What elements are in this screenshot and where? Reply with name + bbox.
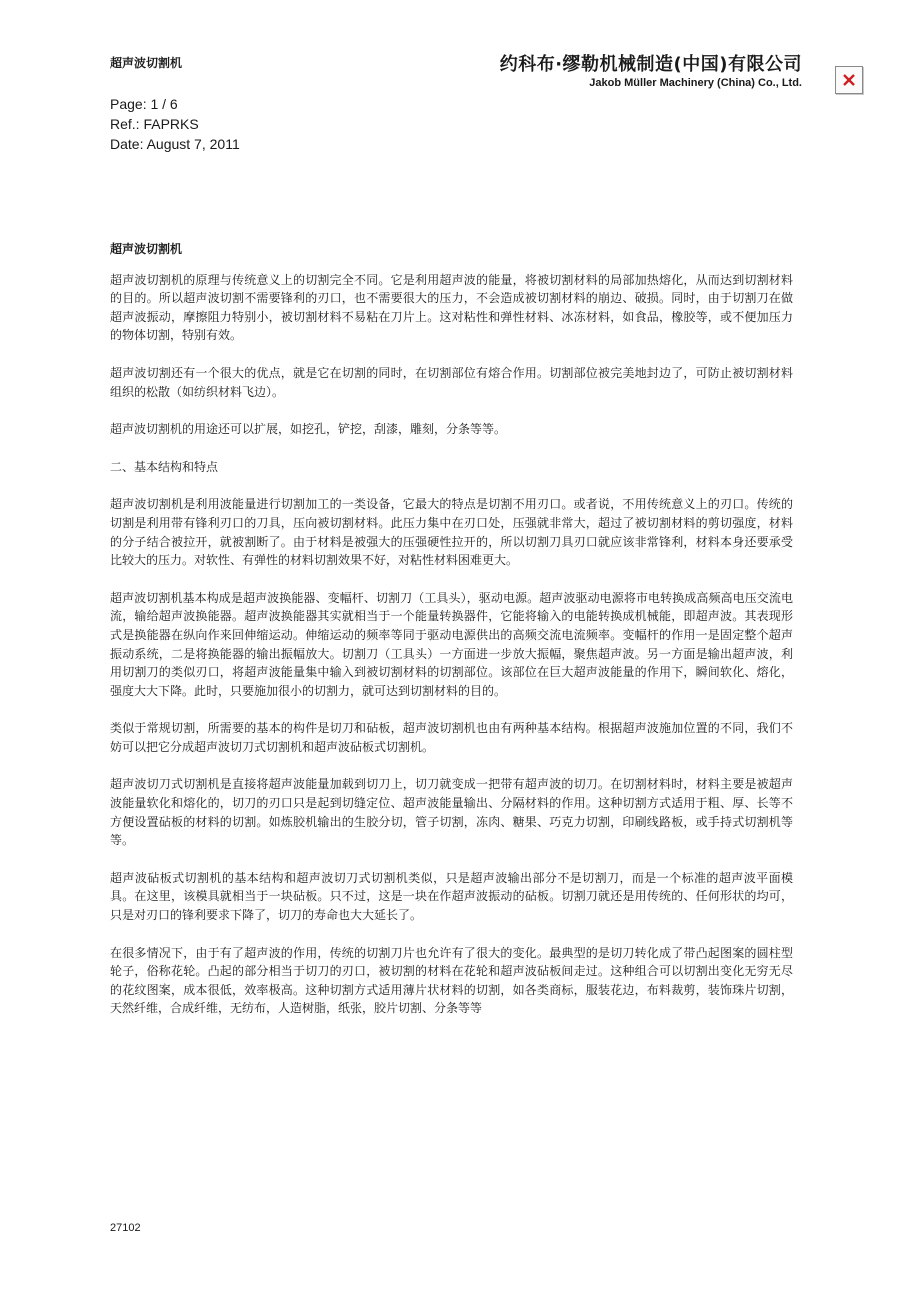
footer-code: 27102 xyxy=(110,1222,141,1234)
document-date: Date: August 7, 2011 xyxy=(110,136,240,152)
section-title: 超声波切割机 xyxy=(110,242,183,256)
paragraph-components: 超声波切割机基本构成是超声波换能器、变幅杆、切割刀（工具头），驱动电源。超声波驱动电源将市电转换成高频高电压交流电流，输给超声波换能器。超声波换能器其实就相当于一个能量转换器件，它能将输入的电能转换成机械能，即超声波。其表现形式是换能器在纵向作来回伸缩运动。伸缩运动的频率等同于驱动电源供出的高频交流电流频率。变幅杆的作用一是固定整个超声振动系统，二是将换能器的输出振幅放大。切割刀（工具头）一方面进一步放大振幅，聚焦超声波。另一方面是输出超声波，利用切割刀的类似刃口，将超声波能量集中输入到被切割材料的切割部位。该部位在巨大超声波能量的作用下，瞬间软化、熔化，强度大大下降。此时，只要施加很小的切割力，就可达到切割材料的目的。 xyxy=(110,590,793,698)
company-block xyxy=(500,50,802,89)
document-body xyxy=(110,240,793,1037)
close-icon xyxy=(842,73,856,87)
company-name-en: Jakob Müller Machinery (China) Co., Ltd. xyxy=(589,77,802,89)
paragraph-knife-type: 超声波切刀式切割机是直接将超声波能量加载到切刀上，切刀就变成一把带有超声波的切刀。在切割材料时，材料主要是被超声波能量软化和熔化的，切刀的刃口只是起到切缝定位、超声波能量输出、分隔材料的作用。这种切割方式适用于粗、厚、长等不方便设置砧板的材料的切割。如炼胶机输出的生胶分切，管子切割，冻肉、糖果、巧克力切割，印刷线路板，或手持式切割机等等。 xyxy=(110,777,793,848)
page-number: Page: 1 / 6 xyxy=(110,96,178,112)
reference-number: Ref.: FAPRKS xyxy=(110,116,199,132)
paragraph-structure-intro: 超声波切割机是利用波能量进行切割加工的一类设备，它最大的特点是切割不用刃口。或者说，不用传统意义上的刃口。传统的切割是利用带有锋利刃口的刀具，压向被切割材料。此压力集中在刃口处，压强就非常大，超过了被切割材料的剪切强度，材料的分子结合被拉开，就被割断了。由于材料是被强大的压强硬性拉开的，所以切割刀具刃口就应该非常锋利，材料本身还要承受比较大的压力。对软性、有弹性的材料切割效果不好，对粘性材料困难更大。 xyxy=(110,497,793,568)
section-heading-structure: 二、基本结构和特点 xyxy=(110,459,219,474)
paragraph-two-structures: 类似于常规切割，所需要的基本的构件是切刀和砧板，超声波切割机也由有两种基本结构。根据超声波施加位置的不同，我们不妨可以把它分成超声波切刀式切割机和超声波砧板式切割机。 xyxy=(110,721,793,754)
company-name-cn: 约科布·缪勒机械制造(中国)有限公司 xyxy=(499,54,802,75)
paragraph-pattern-wheel: 在很多情况下，由于有了超声波的作用，传统的切割刀片也允许有了很大的变化。最典型的是切刀转化成了带凸起图案的圆柱型轮子，俗称花轮。凸起的部分相当于切刀的刃口，被切割的材料在花轮和超声波砧板间走过。这种组合可以切割出变化无穷无尽的花纹图案，成本很低，效率极高。这种切割方式适用薄片状材料的切割，如各类商标，服装花边，布料裁剪，装饰珠片切割，天然纤维，合成纤维，无纺布，人造树脂，纸张，胶片切割、分条等等 xyxy=(110,945,793,1016)
paragraph-anvil-type: 超声波砧板式切割机的基本结构和超声波切刀式切割机类似，只是超声波输出部分不是切割刀，而是一个标准的超声波平面模具。在这里，该模具就相当于一块砧板。只不过，这是一块在作超声波振动的砧板。切割刀就还是用传统的、任何形状的均可，只是对刃口的锋利要求下降了，切刀的寿命也大大延长了。 xyxy=(110,870,793,923)
paragraph-uses: 超声波切割机的用途还可以扩展，如挖孔，铲挖，刮漆，雕刻，分条等等。 xyxy=(110,422,507,437)
close-button[interactable] xyxy=(835,66,863,94)
document-title-header: 超声波切割机 xyxy=(110,56,183,70)
document-meta xyxy=(110,94,240,154)
paragraph-principle: 超声波切割机的原理与传统意义上的切割完全不同。它是利用超声波的能量，将被切割材料的局部加热熔化，从而达到切割材料的目的。所以超声波切割不需要锋利的刃口，也不需要很大的压力，不会造成被切割材料的崩边、破损。同时，由于切割刀在做超声波振动，摩擦阻力特别小，被切割材料不易粘在刀片上。这对粘性和弹性材料、冰冻材料，如食品，橡胶等，或不便加压力的物体切割，特别有效。 xyxy=(110,272,793,343)
paragraph-advantage: 超声波切割还有一个很大的优点，就是它在切割的同时，在切割部位有熔合作用。切割部位被完美地封边了，可防止被切割材料组织的松散（如纺织材料飞边）。 xyxy=(110,365,793,399)
